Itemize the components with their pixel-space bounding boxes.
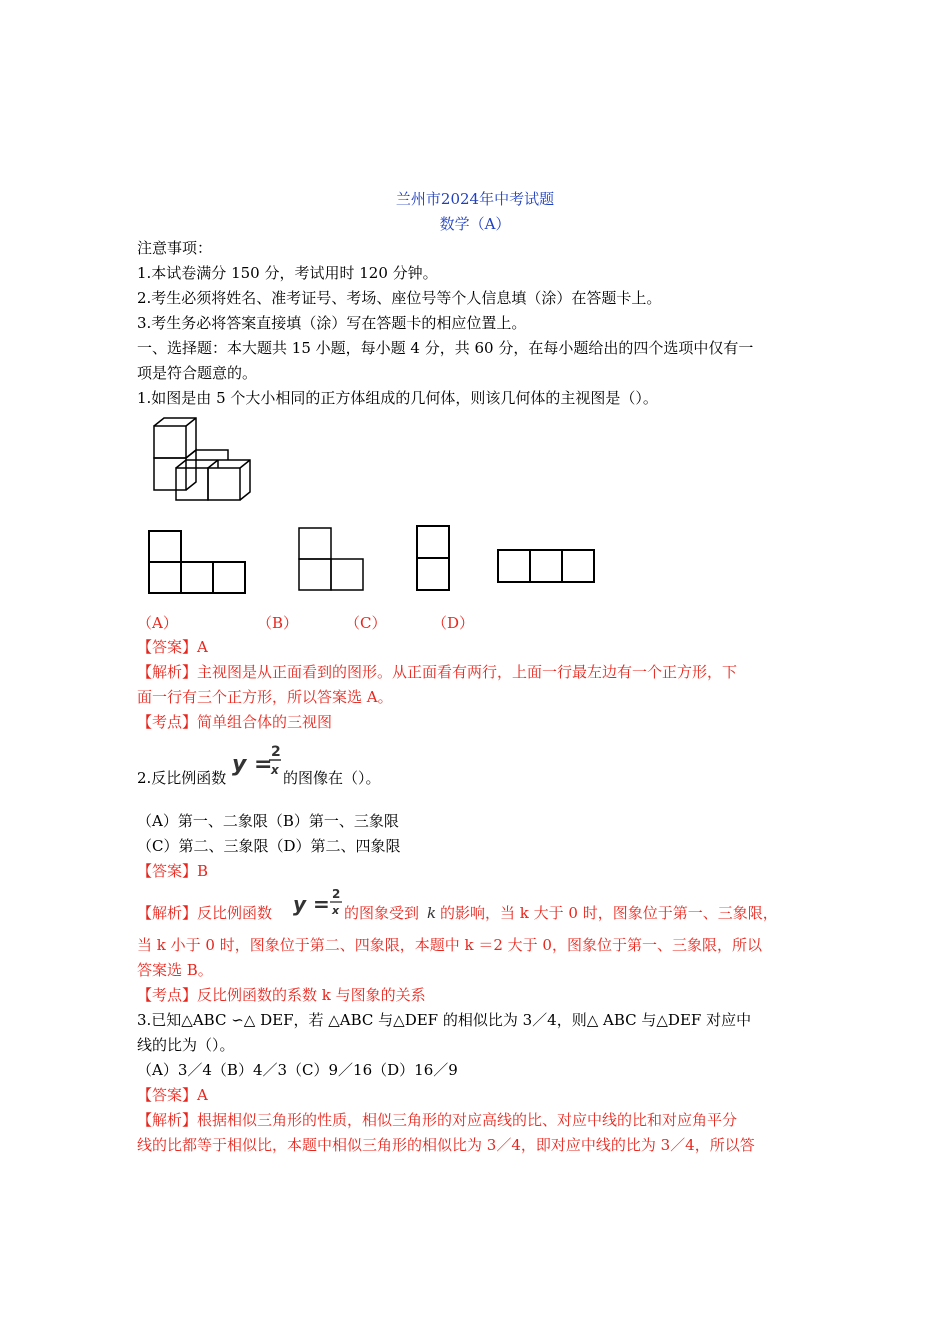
- q2-formula: [231, 741, 283, 785]
- q3-stem-line2: 线的比为（）。: [137, 1036, 235, 1054]
- q3-answer: 【答案】A: [137, 1086, 208, 1104]
- q2-options-line1: （A）第一、二象限（B）第一、三象限: [137, 812, 399, 830]
- q1-option-a-figure: [148, 530, 246, 594]
- q2-analysis-rest: 的影响，当 k 大于 0 时，图象位于第一、三象限，: [440, 904, 778, 922]
- q1-solid-figure: [140, 412, 260, 504]
- q1-option-a-label: （A）: [137, 614, 178, 632]
- section-intro-line2: 项是符合题意的。: [137, 364, 258, 382]
- q1-option-b-label: （B）: [257, 614, 299, 632]
- q1-option-d-label: （D）: [432, 614, 475, 632]
- q1-option-c-figure: [416, 525, 450, 591]
- q3-stem-line1: 3.已知△ABC ∽△ DEF，若 △ABC 与△DEF 的相似比为 3／4，则△ ABC 与△DEF 对应中: [137, 1011, 752, 1029]
- exam-subtitle: 数学（A）: [439, 215, 511, 233]
- q1-analysis-line1: 【解析】主视图是从正面看到的图形。从正面看有两行，上面一行最左边有一个正方形，下: [137, 663, 738, 681]
- q1-point: 【考点】简单组合体的三视图: [137, 713, 333, 731]
- svg-text:2: 2: [332, 887, 341, 901]
- exam-title: 兰州市2024年中考试题: [395, 190, 555, 208]
- q2-analysis-line2: 当 k 小于 0 时，图象位于第二、四象限，本题中 k ＝2 大于 0，图象位于第一、三象限，所以: [137, 936, 762, 954]
- q2-formula-den: x: [271, 763, 279, 777]
- notice-3: 3.考生务必将答案直接填（涂）写在答题卡的相应位置上。: [137, 314, 527, 332]
- q1-option-d-figure: [497, 549, 596, 583]
- q3-analysis-line1: 【解析】根据相似三角形的性质，相似三角形的对应高线的比、对应中线的比和对应角平分: [137, 1111, 738, 1129]
- q3-analysis-line2: 线的比都等于相似比，本题中相似三角形的相似比为 3／4，即对应中线的比为 3／4，所以答: [137, 1136, 755, 1154]
- q1-stem: 1.如图是由 5 个大小相同的正方体组成的几何体，则该几何体的主视图是（）。: [137, 389, 658, 407]
- q1-option-c-label: （C）: [345, 614, 387, 632]
- section-intro-line1: 一、选择题：本大题共 15 小题，每小题 4 分，共 60 分，在每小题给出的四个选项中仅有一: [137, 339, 754, 357]
- q2-analysis-mid: 的图象受到: [344, 904, 420, 922]
- q1-answer: 【答案】A: [137, 638, 208, 656]
- notice-heading: 注意事项：: [137, 239, 213, 257]
- q2-formula-lhs: y =: [232, 752, 273, 777]
- q2-stem-suffix: 的图像在（）。: [283, 769, 381, 787]
- q2-options-line2: （C）第二、三象限（D）第二、四象限: [137, 837, 401, 855]
- q2-analysis-k: k: [427, 904, 437, 922]
- q2-formula-num: 2: [271, 744, 281, 760]
- q2-point: 【考点】反比例函数的系数 k 与图象的关系: [137, 986, 426, 1004]
- q1-analysis-line2: 面一行有三个正方形，所以答案选 A。: [137, 688, 393, 706]
- notice-2: 2.考生必须将姓名、准考证号、考场、座位号等个人信息填（涂）在答题卡上。: [137, 289, 662, 307]
- q1-option-b-figure: [298, 527, 364, 591]
- q2-analysis-prefix: 【解析】反比例函数: [137, 904, 273, 922]
- q2-analysis-formula: [292, 885, 344, 921]
- notice-1: 1.本试卷满分 150 分，考试用时 120 分钟。: [137, 264, 438, 282]
- q3-options: （A）3／4（B）4／3（C）9／16（D）16／9: [137, 1061, 458, 1079]
- svg-text:y =: y =: [293, 892, 330, 916]
- q2-answer: 【答案】B: [137, 862, 209, 880]
- q2-analysis-line3: 答案选 B。: [137, 961, 213, 979]
- svg-text:x: x: [332, 904, 340, 917]
- q2-stem-prefix: 2.反比例函数: [137, 769, 227, 787]
